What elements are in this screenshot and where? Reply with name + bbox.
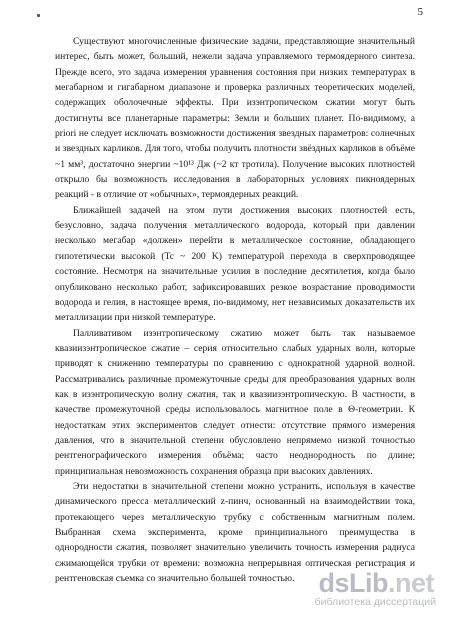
scan-speck: [37, 14, 40, 17]
watermark-logo: [318, 569, 434, 597]
body-text: [55, 34, 415, 586]
watermark-logo-tld: .net: [387, 568, 434, 598]
paragraph-1: Существуют многочисленные физические задачи, представляющие значительный интерес, быть может, больший, нежели задача управляемого термоядерного синтеза. Прежде всего, это задача измерения уравнения состояния при низких температурах в мегабарном и гигабарном диапазоне и проверка различных теоретических моделей, содержащих оболочечные эффекты. При изэнтропическом сжатии могут быть достигнуты все планетарные параметры: Земли и больших планет. По-видимому, a priori не следует исключать возможности достижения звездных параметров: солнечных и звездных карликов. Для того, чтобы получить плотности звёздных карликов в объёме ~1 мм³, достаточно энергии ~10¹³ Дж (~2 кт тротила). Получение высоких плотностей открыло бы возможность исследования в лабораторных условиях пикноядерных реакций - в отличие от «обычных», термоядерных реакций.: [55, 36, 415, 201]
paragraph-2: Ближайшей задачей на этом пути достижения высоких плотностей есть, безусловно, задача получения металлического водорода, который при давлении несколько мегабар «должен» перейти в металлическое состояние, обладающего гипотетически высокой (Tc ~ 200 K) температурой перехода в сверхпроводящее состояние. Несмотря на значительные усилия в последние десятилетия, когда было опубликовано несколько работ, зафиксировавших резкое возрастание проводимости водорода и гелия, в настоящее время, по-видимому, нет независимых доказательств их металлизации при низкой температуре.: [55, 204, 415, 324]
paragraph-3: Палливативом изэнтропическому сжатию может быть так называемое квазиизэнтропическое сжатие – серия относительно слабых ударных волн, которые приводят к снижению температуры по сравнению с однократной ударной волной. Рассматривались различные промежуточные среды для преобразования ударных волн как в изэнтропическую волну сжатия, так и квазиизэнтропическую. В частности, в качестве промежуточной среды использовалось магнитное поле в Θ-геометрии. К недостаткам этих экспериментов следует отнести: отсутствие прямого измерения давления, что в значительной степени обусловлено непрямемо низкой точностью рентгенографического измерения объёма; часто неоднородность по длине; принципиальная невозможность сохранения образца при высоких давлениях.: [55, 327, 415, 477]
watermark-subtitle: библиотека диссертаций: [314, 596, 436, 608]
watermark: [286, 569, 438, 611]
paragraph-4: Эти недостатки в значительной степени можно устранить, используя в качестве динамического пресса металлический z-пинч, основанный на взаимодействии тока, протекающего через металлическую трубку с собственным магнитным полем. Выбранная схема эксперимента, кроме принципиального преимущества в однородности сжатия, позволяет значительно увеличить точность измерения радиуса сжимающейся трубки от времени: возможна непрерывная оптическая регистрация и рентгеновская съемка со значительно большей точностью.: [55, 480, 415, 585]
page-number: 5: [417, 6, 423, 18]
watermark-logo-main: dsLib: [318, 568, 388, 598]
